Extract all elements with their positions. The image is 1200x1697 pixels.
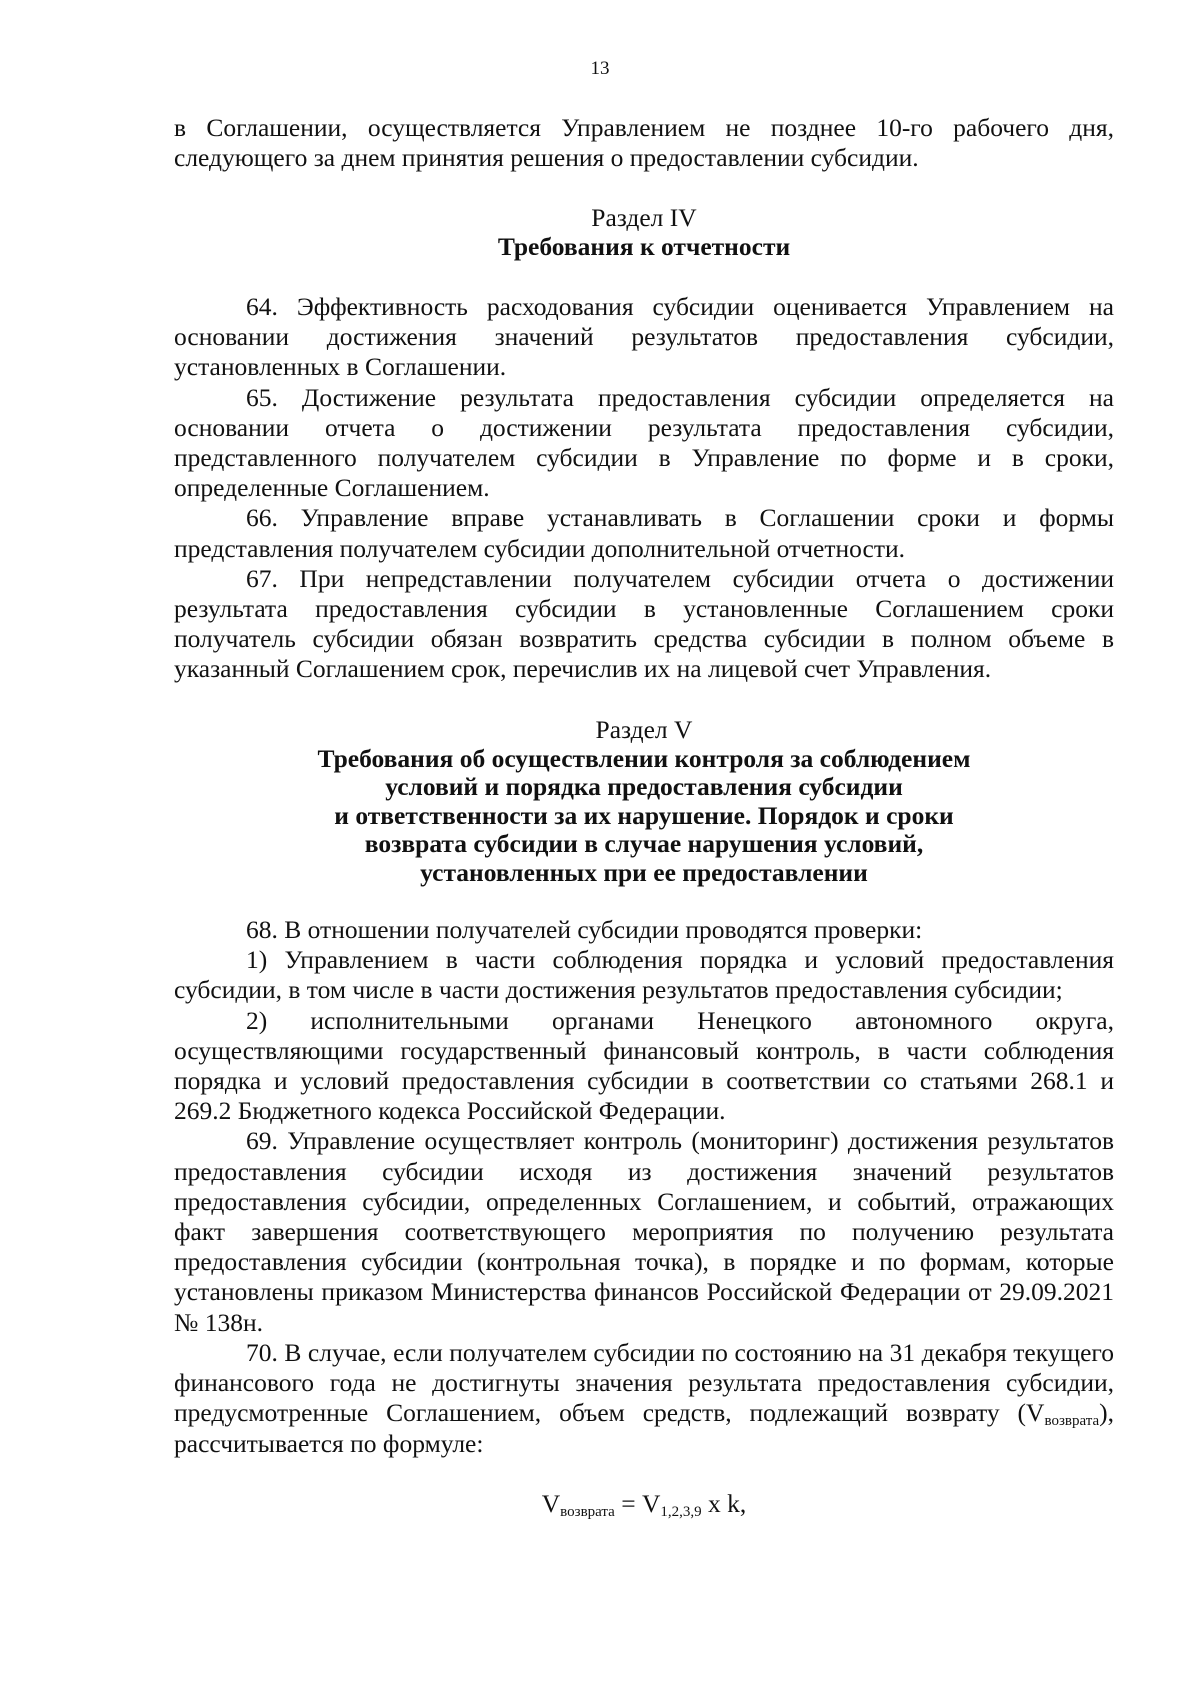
return-formula <box>174 1489 1114 1519</box>
page-body <box>174 113 1114 1519</box>
paragraph-70 <box>174 1338 1114 1459</box>
formula-lhs: V <box>541 1488 561 1518</box>
page-number: 13 <box>590 58 610 79</box>
paragraph-65: 65. Достижение результата предоставления субсидии определяется на основании отчета о достижении результата предоставления субсидии, представленного получателем субсидии в Управление по форме и в сроки, определенные Соглашением. <box>174 382 1114 503</box>
formula-equals: = V <box>614 1488 661 1518</box>
section-5-title-line: и ответственности за их нарушение. Порядок и сроки <box>334 800 954 830</box>
paragraph-70-subscript: возврата <box>1044 1413 1100 1430</box>
paragraph-67: 67. При непредставлении получателем субсидии отчета о достижении результата предоставления субсидии в установленные Соглашением сроки получатель субсидии обязан возвратить средства субсидии в полном объеме в указанный Соглашением срок, перечислив их на лицевой счет Управления. <box>174 563 1114 684</box>
paragraph-68-item-2: 2) исполнительными органами Ненецкого автономного округа, осуществляющими государственный финансовый контроль, в части соблюдения порядка и условий предоставления субсидии в соответствии со статьями 268.1 и 269.2 Бюджетного кодекса Российской Федерации. <box>174 1005 1114 1126</box>
paragraph-68: 68. В отношении получателей субсидии проводятся проверки: <box>246 915 923 945</box>
paragraph-70-text: 70. В случае, если получателем субсидии по состоянию на 31 декабря текущего финансового года не достигнуты значения результата предоставления субсидии, предусмотренные Соглашением, объем средств, подлежащий возврату (V <box>174 1337 1114 1428</box>
formula-lhs-subscript: возврата <box>560 1503 615 1520</box>
section-4-number: Раздел IV <box>591 203 697 233</box>
paragraph-66: 66. Управление вправе устанавливать в Соглашении сроки и формы представления получателем субсидии дополнительной отчетности. <box>174 503 1114 563</box>
paragraph-69: 69. Управление осуществляет контроль (мониторинг) достижения результатов предоставления субсидии исходя из достижения значений результатов предоставления субсидии, определенных Соглашением, и событий, отражающих факт завершения соответствующего мероприятия по получению результата предоставления субсидии (контрольная точка), в порядке и по формам, которые установлены приказом Министерства финансов Российской Федерации от 29.09.2021 № 138н. <box>174 1126 1114 1337</box>
section-5-title-line: Требования об осуществлении контроля за соблюдением <box>317 743 971 773</box>
section-4-title: Требования к отчетности <box>497 232 791 262</box>
section-5-title <box>174 745 1114 888</box>
section-5-number: Раздел V <box>595 714 693 744</box>
paragraph-70-tail: ), рассчитывается по формуле: <box>174 1398 1114 1458</box>
section-5-title-line: возврата субсидии в случае нарушения условий, <box>364 829 924 859</box>
intro-paragraph: в Соглашении, осуществляется Управлением не позднее 10-го рабочего дня, следующего за днем принятия решения о предоставлении субсидии. <box>174 113 1114 173</box>
formula-rhs-subscript: 1,2,3,9 <box>660 1503 702 1520</box>
section-5-title-line: установленных при ее предоставлении <box>420 857 868 887</box>
formula-rhs-tail: x k, <box>701 1488 747 1518</box>
section-5-title-line: условий и порядка предоставления субсидии <box>385 772 903 802</box>
paragraph-64: 64. Эффективность расходования субсидии оценивается Управлением на основании достижения значений результатов предоставления субсидии, установленных в Соглашении. <box>174 291 1114 382</box>
paragraph-68-item-1: 1) Управлением в части соблюдения порядка и условий предоставления субсидии, в том числе в части достижения результатов предоставления субсидии; <box>174 945 1114 1005</box>
